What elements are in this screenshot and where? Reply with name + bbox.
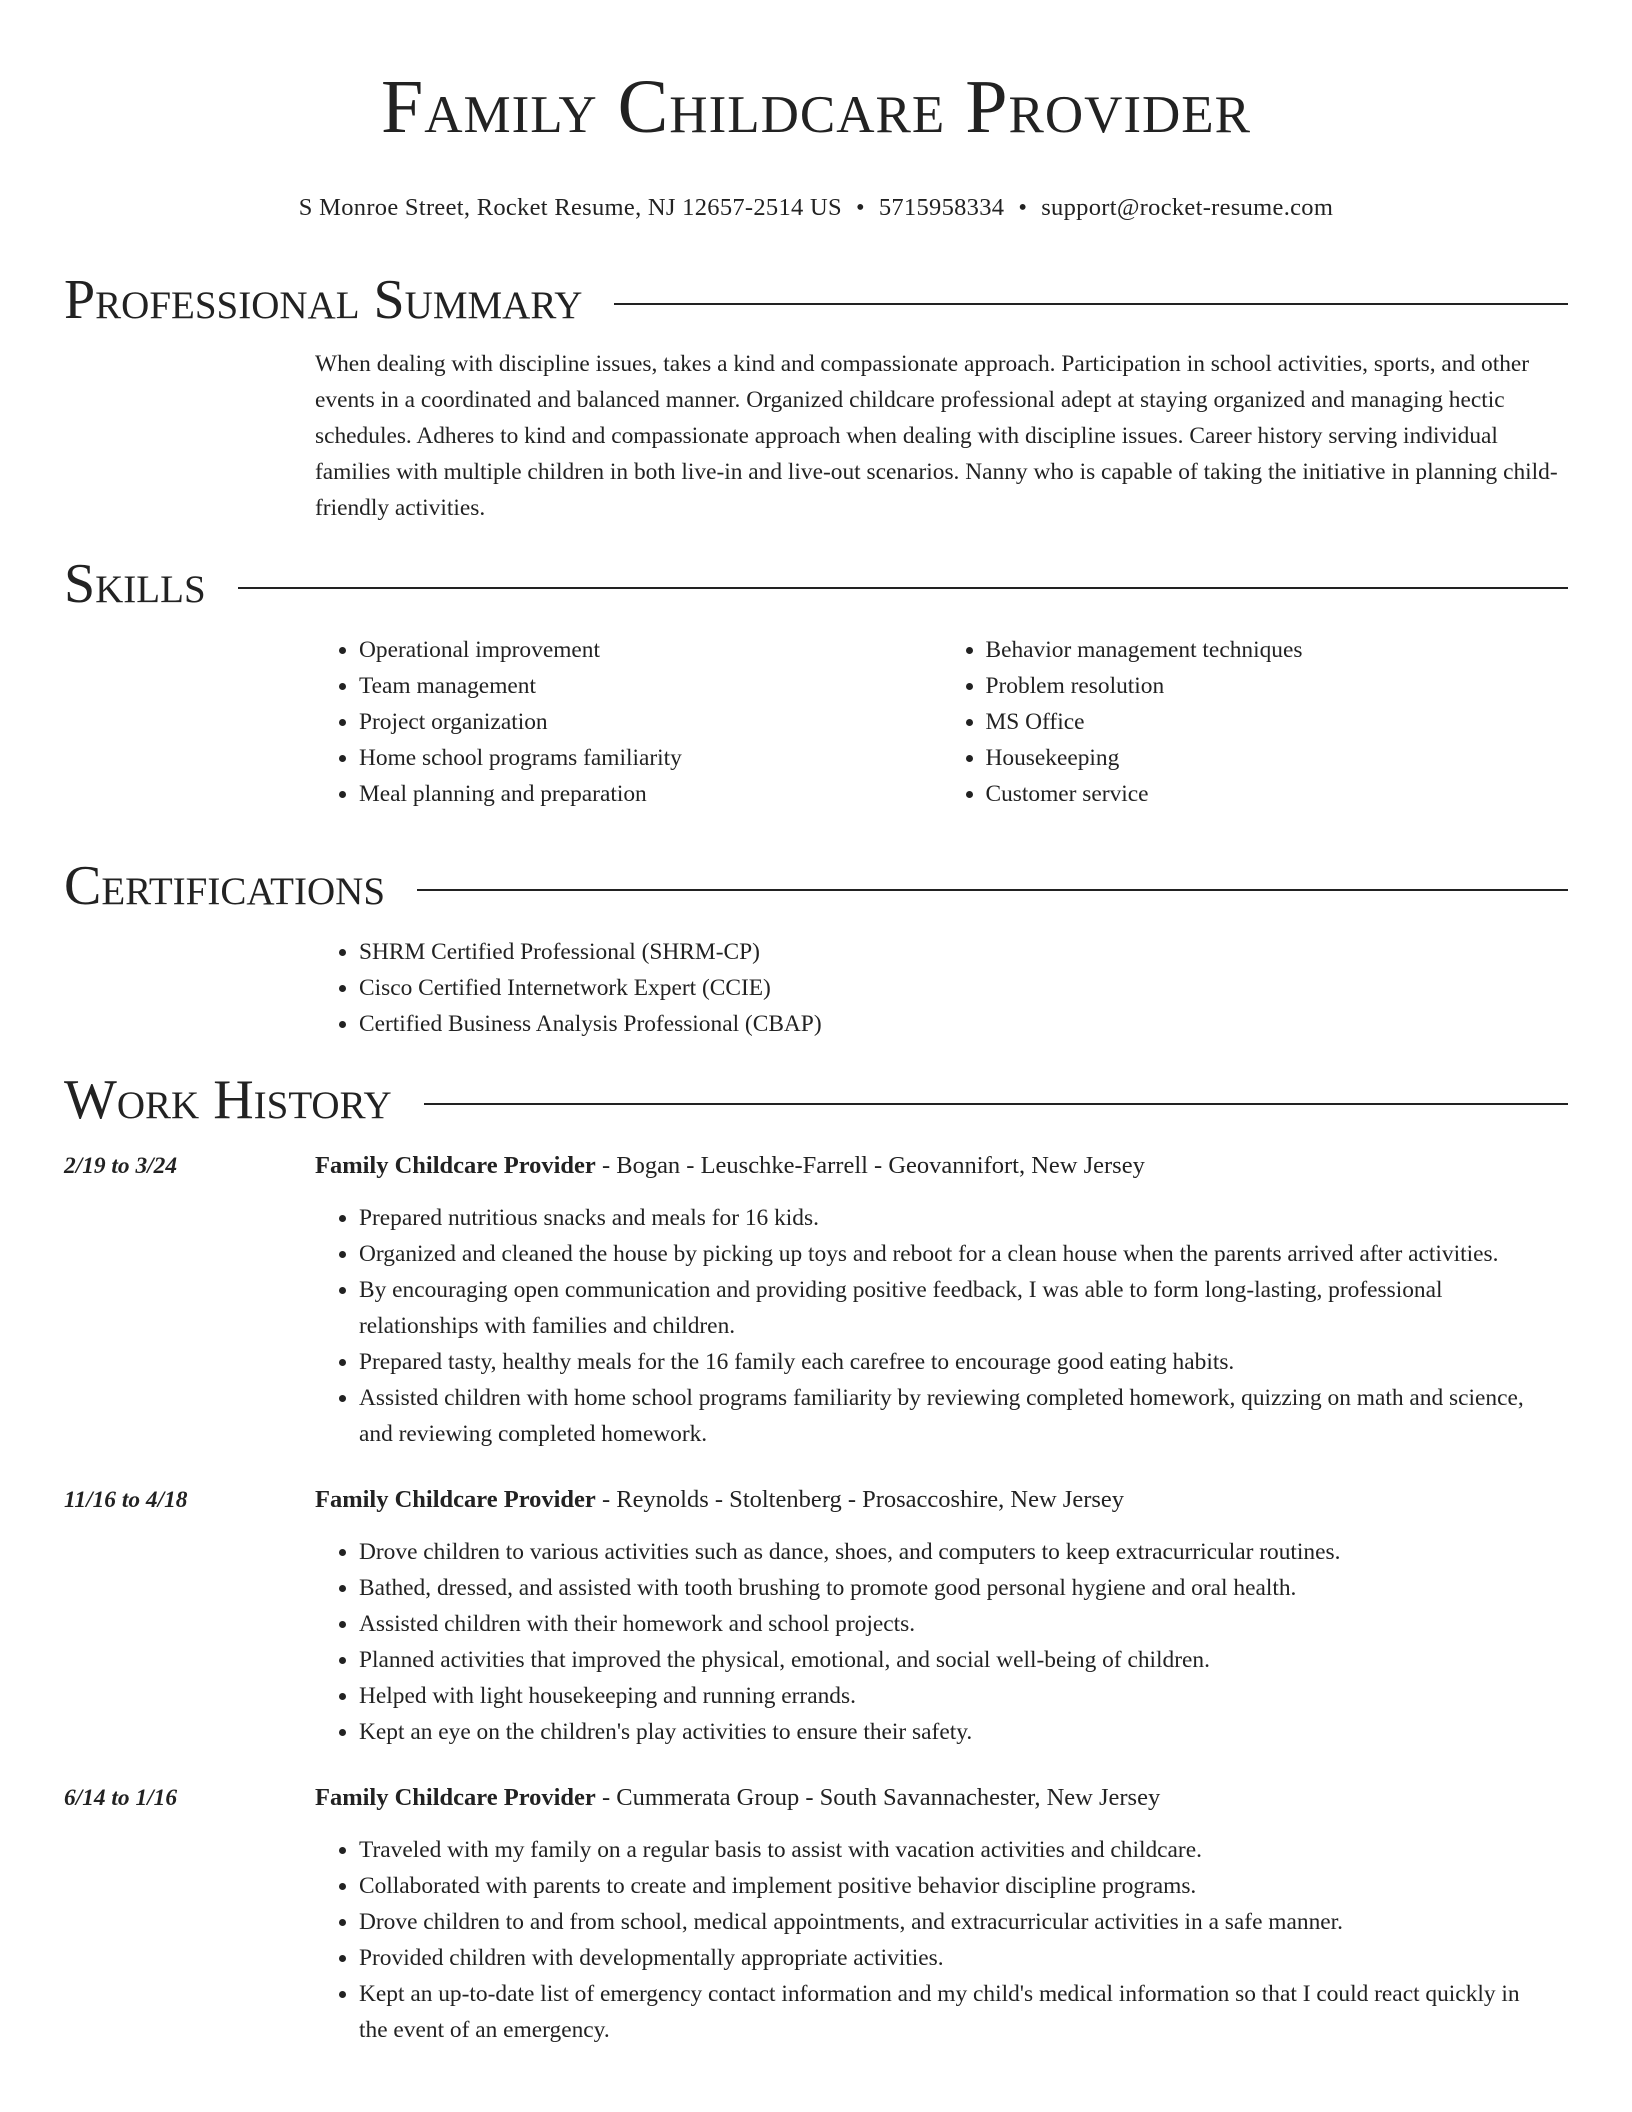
- job-bullet: • By encouraging open communication and providing positive feedback, I was able to form long-lasting, professional relationships with families and children.: [359, 1272, 1548, 1344]
- job-title: Family Childcare Provider: [315, 1152, 596, 1179]
- job-bullet: • Helped with light housekeeping and running errands.: [359, 1678, 1548, 1714]
- job-dates: 2/19 to 3/24: [64, 1153, 178, 1179]
- skills-header: [64, 554, 1568, 614]
- skill-item: • Behavior management techniques: [986, 632, 1569, 668]
- contact-separator: •: [855, 194, 865, 221]
- skills-section: [64, 554, 1568, 812]
- contact-separator: •: [1018, 194, 1028, 221]
- job-dates: 11/16 to 4/18: [64, 1487, 188, 1513]
- job-bullet: • Assisted children with their homework and school projects.: [359, 1606, 1548, 1642]
- section-divider: [417, 889, 1568, 891]
- job-heading: [315, 1780, 1568, 1816]
- job-bullet: • Traveled with my family on a regular basis to assist with vacation activities and childcare.: [359, 1832, 1548, 1868]
- job-dates: 6/14 to 1/16: [64, 1785, 178, 1811]
- work-history-list: [64, 1148, 1568, 2048]
- job-bullet: • Kept an up-to-date list of emergency contact information and my child's medical information so that I could react quickly in the event of an emergency.: [359, 1976, 1548, 2048]
- skill-item: • Operational improvement: [359, 632, 942, 668]
- job-entry: [64, 1148, 1568, 1452]
- job-employer-location: - Cummerata Group - South Savannachester, New Jersey: [595, 1784, 1161, 1811]
- job-bullet: • Provided children with developmentally appropriate activities.: [359, 1940, 1548, 1976]
- section-divider: [238, 587, 1568, 589]
- section-divider: [424, 1103, 1568, 1105]
- resume-name: Family Childcare Provider: [380, 65, 1252, 149]
- job-title: Family Childcare Provider: [315, 1784, 596, 1811]
- job-bullet: • Prepared nutritious snacks and meals for 16 kids.: [359, 1200, 1548, 1236]
- section-title: Skills: [64, 553, 206, 615]
- job-bullet: • Bathed, dressed, and assisted with tooth brushing to promote good personal hygiene and oral health.: [359, 1570, 1548, 1606]
- certification-item: • Cisco Certified Internetwork Expert (CCIE): [359, 970, 1568, 1006]
- certifications-list: [315, 934, 1568, 1042]
- section-title: Certifications: [64, 855, 386, 917]
- contact-email: support@rocket-resume.com: [1041, 194, 1334, 221]
- job-title: Family Childcare Provider: [315, 1486, 596, 1513]
- summary-header: [64, 270, 1568, 330]
- job-bullet: • Planned activities that improved the physical, emotional, and social well-being of children.: [359, 1642, 1548, 1678]
- job-bullet: • Drove children to and from school, medical appointments, and extracurricular activities in a safe manner.: [359, 1904, 1548, 1940]
- contact-line: [64, 190, 1568, 226]
- job-bullet: • Assisted children with home school programs familiarity by reviewing completed homework, quizzing on math and science, and reviewing completed homework.: [359, 1380, 1548, 1452]
- certifications-header: [64, 856, 1568, 916]
- summary-section: [64, 270, 1568, 526]
- section-title: Professional Summary: [64, 269, 583, 331]
- skills-column-left: [315, 632, 942, 812]
- job-bullet: • Organized and cleaned the house by picking up toys and reboot for a clean house when the parents arrived after activities.: [359, 1236, 1548, 1272]
- skill-item: • Customer service: [986, 776, 1569, 812]
- contact-phone: 5715958334: [878, 194, 1005, 221]
- job-employer-location: - Bogan - Leuschke-Farrell - Geovannifort, New Jersey: [595, 1152, 1145, 1179]
- section-divider: [614, 303, 1568, 305]
- work-section: [64, 1070, 1568, 2048]
- contact-address: S Monroe Street, Rocket Resume, NJ 12657-2514 US: [298, 194, 842, 221]
- certifications-section: [64, 856, 1568, 1042]
- job-bullet: • Collaborated with parents to create and implement positive behavior discipline programs.: [359, 1868, 1548, 1904]
- skill-item: • Problem resolution: [986, 668, 1569, 704]
- certification-item: • Certified Business Analysis Professional (CBAP): [359, 1006, 1568, 1042]
- skill-item: • Home school programs familiarity: [359, 740, 942, 776]
- skill-item: • Meal planning and preparation: [359, 776, 942, 812]
- section-title: Work History: [64, 1069, 392, 1131]
- job-bullet: • Kept an eye on the children's play activities to ensure their safety.: [359, 1714, 1548, 1750]
- work-header: [64, 1070, 1568, 1130]
- job-bullets: [315, 1200, 1548, 1452]
- job-heading: [315, 1482, 1568, 1518]
- summary-text: When dealing with discipline issues, takes a kind and compassionate approach. Participation in school activities, sports, and other events in a coordinated and balanced manner. Organized childcare professional adept at staying organized and managing hectic schedules. Adheres to kind and compassionate approach when dealing with discipline issues. Career history serving individual families with multiple children in both live-in and live-out scenarios. Nanny who is capable of taking the initiative in planning child-friendly activities.: [315, 351, 1558, 521]
- skills-list: [315, 632, 1568, 812]
- job-bullets: [315, 1534, 1548, 1750]
- job-entry: [64, 1482, 1568, 1750]
- job-heading: [315, 1148, 1568, 1184]
- certification-item: • SHRM Certified Professional (SHRM-CP): [359, 934, 1568, 970]
- skill-item: • Housekeeping: [986, 740, 1569, 776]
- skill-item: • Project organization: [359, 704, 942, 740]
- job-entry: [64, 1780, 1568, 2048]
- skill-item: • MS Office: [986, 704, 1569, 740]
- job-bullet: • Prepared tasty, healthy meals for the 16 family each carefree to encourage good eating habits.: [359, 1344, 1548, 1380]
- job-bullets: [315, 1832, 1548, 2048]
- job-bullet: • Drove children to various activities such as dance, shoes, and computers to keep extracurricular routines.: [359, 1534, 1548, 1570]
- job-employer-location: - Reynolds - Stoltenberg - Prosaccoshire, New Jersey: [595, 1486, 1125, 1513]
- skill-item: • Team management: [359, 668, 942, 704]
- skills-column-right: [942, 632, 1569, 812]
